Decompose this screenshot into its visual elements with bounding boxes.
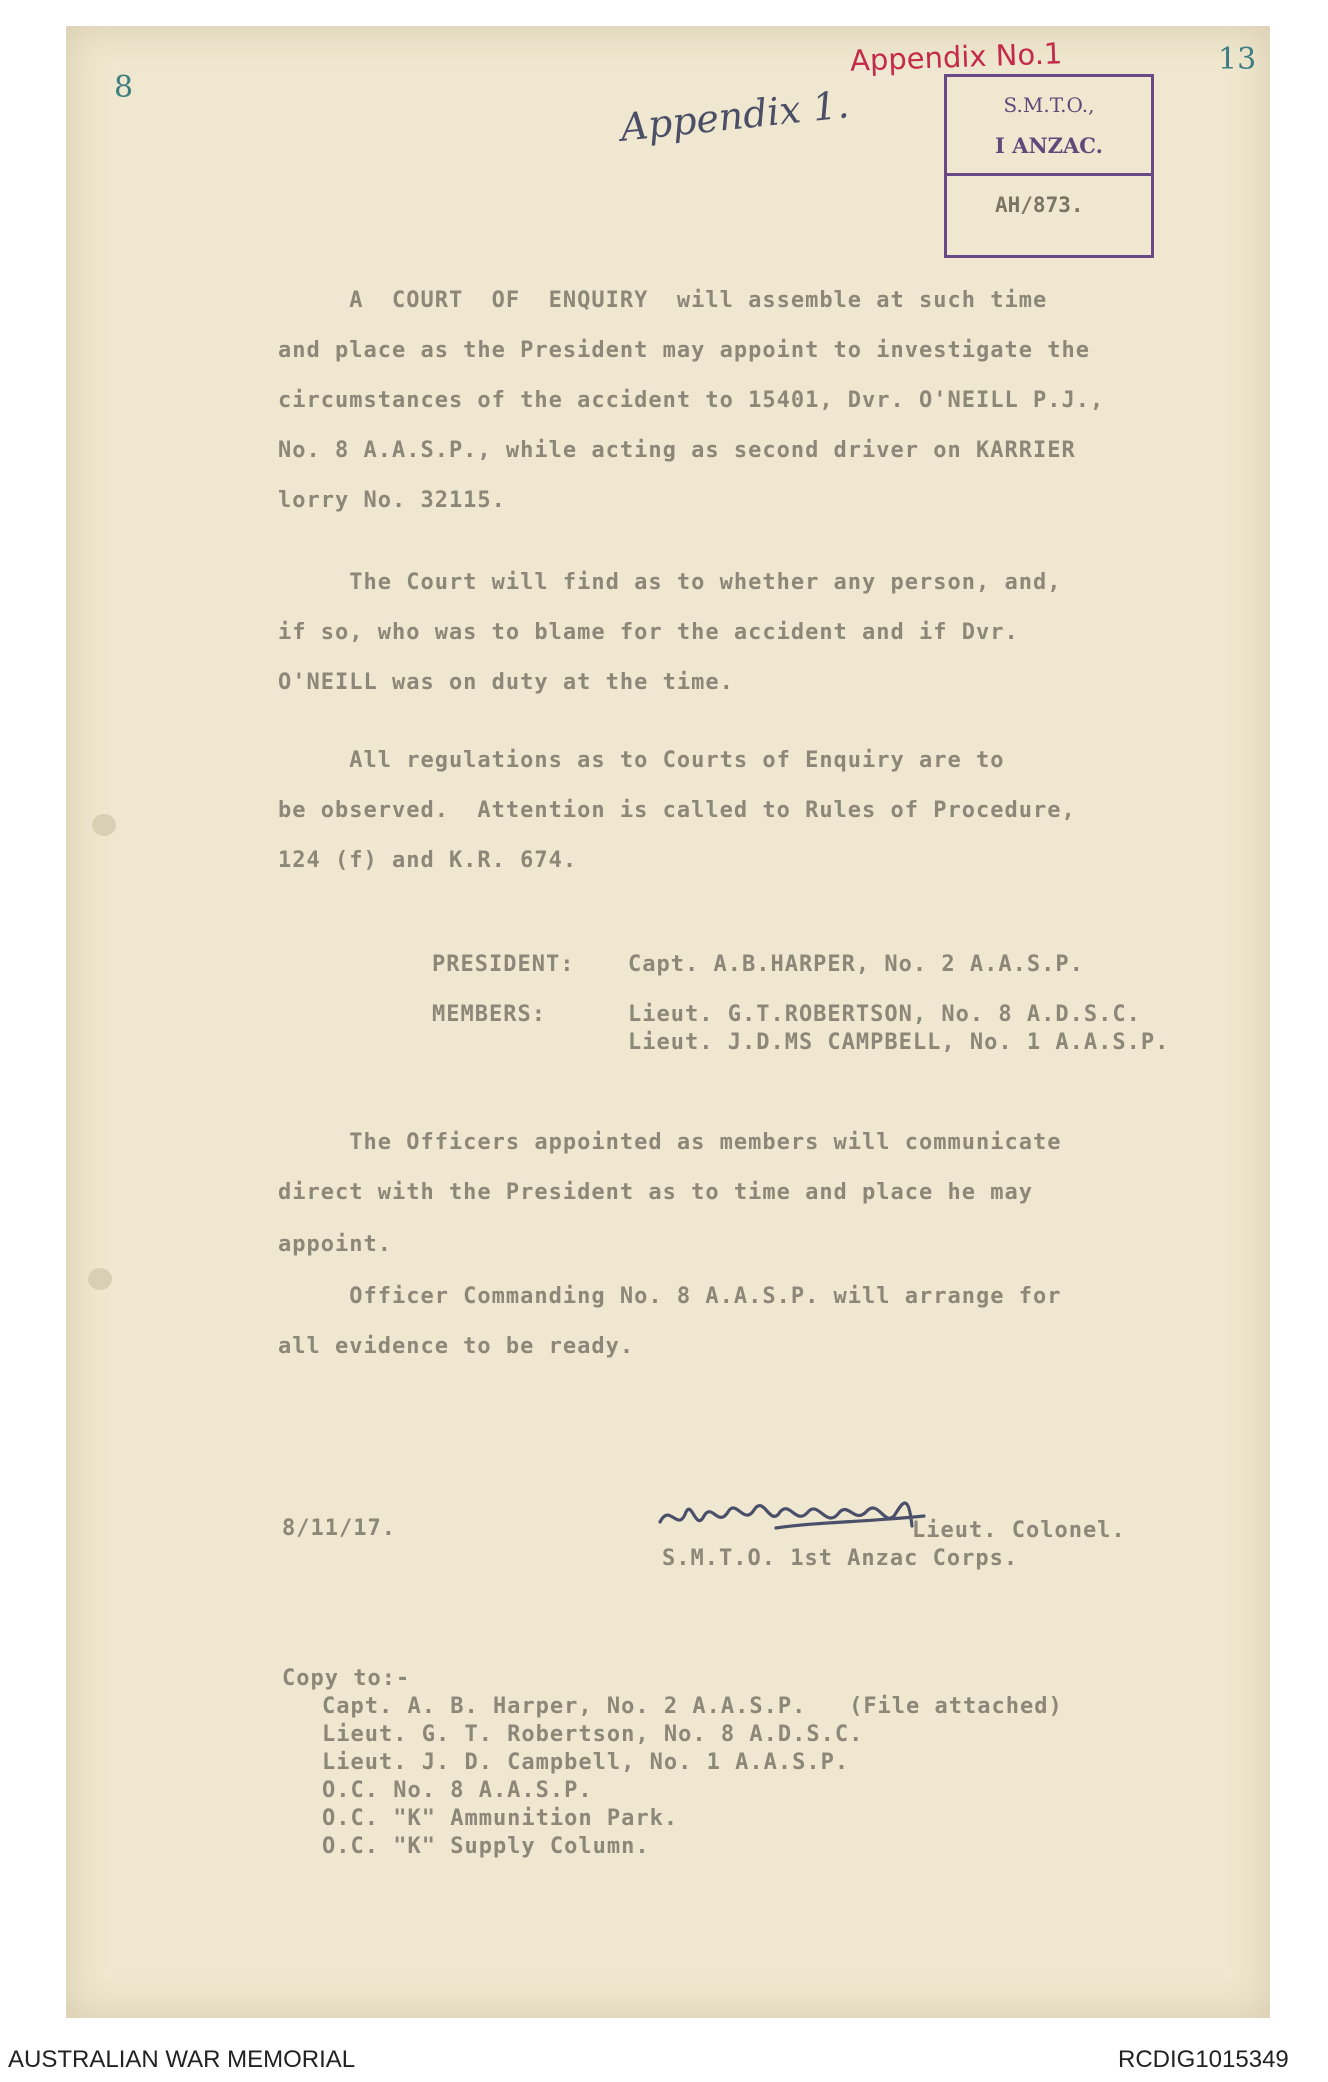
- para3-line3: 124 (f) and K.R. 674.: [278, 848, 578, 873]
- punch-hole-upper: [92, 814, 116, 836]
- copy-to-line-6: O.C. "K" Supply Column.: [322, 1834, 650, 1859]
- punch-hole-lower: [88, 1268, 112, 1290]
- para1-line3: circumstances of the accident to 15401, Dvr. O'NEILL P.J.,: [278, 388, 1105, 413]
- para1-line2: and place as the President may appoint to investigate the: [278, 338, 1090, 363]
- para2-line3: O'NEILL was on duty at the time.: [278, 670, 734, 695]
- stamp-reference: AH/873.: [995, 193, 1084, 217]
- appendix-label-red: Appendix No.1: [849, 36, 1063, 78]
- footer-record-id: RCDIG1015349: [1118, 2046, 1289, 2073]
- copy-to-line-5: O.C. "K" Ammunition Park.: [322, 1806, 679, 1831]
- members-label: MEMBERS:: [432, 1002, 546, 1027]
- smto-stamp: [944, 74, 1154, 258]
- para5-line2: all evidence to be ready.: [278, 1334, 635, 1359]
- signature-title: S.M.T.O. 1st Anzac Corps.: [662, 1546, 1019, 1571]
- copy-to-line-2: Lieut. G. T. Robertson, No. 8 A.D.S.C.: [322, 1722, 864, 1747]
- signature-rank: Lieut. Colonel.: [912, 1518, 1126, 1543]
- para4-line2: direct with the President as to time and place he may: [278, 1180, 1033, 1205]
- copy-to-line-3: Lieut. J. D. Campbell, No. 1 A.A.S.P.: [322, 1750, 850, 1775]
- copy-to-line-4: O.C. No. 8 A.A.S.P.: [322, 1778, 593, 1803]
- para3-line2: be observed. Attention is called to Rules of Procedure,: [278, 798, 1076, 823]
- para2-line1: The Court will find as to whether any person, and,: [278, 570, 1062, 595]
- footer-archive-name: AUSTRALIAN WAR MEMORIAL: [8, 2046, 356, 2073]
- handwritten-signature: [656, 1482, 946, 1542]
- para1-line1: A COURT OF ENQUIRY will assemble at such time: [278, 288, 1048, 313]
- president-value: Capt. A.B.HARPER, No. 2 A.A.S.P.: [628, 952, 1084, 977]
- president-label: PRESIDENT:: [432, 952, 575, 977]
- stamp-line2: I ANZAC.: [995, 133, 1103, 158]
- para1-line4: No. 8 A.A.S.P., while acting as second driver on KARRIER: [278, 438, 1076, 463]
- document-date: 8/11/17.: [282, 1516, 396, 1541]
- para4-line1: The Officers appointed as members will communicate: [278, 1130, 1062, 1155]
- para1-line5: lorry No. 32115.: [278, 488, 506, 513]
- page-number-left: 8: [114, 70, 134, 105]
- member-1: Lieut. G.T.ROBERTSON, No. 8 A.D.S.C.: [628, 1002, 1141, 1027]
- stamp-line1: S.M.T.O.,: [1003, 93, 1095, 117]
- para5-line1: Officer Commanding No. 8 A.A.S.P. will arrange for: [278, 1284, 1062, 1309]
- copy-to-line-1: Capt. A. B. Harper, No. 2 A.A.S.P. (File attached): [322, 1694, 1063, 1719]
- member-2: Lieut. J.D.MS CAMPBELL, No. 1 A.A.S.P.: [628, 1030, 1170, 1055]
- para4-line3: appoint.: [278, 1232, 392, 1257]
- para3-line1: All regulations as to Courts of Enquiry are to: [278, 748, 1005, 773]
- page-number-right: 13: [1218, 42, 1257, 77]
- copy-to-heading: Copy to:-: [282, 1666, 411, 1691]
- para2-line2: if so, who was to blame for the accident and if Dvr.: [278, 620, 1019, 645]
- appendix-handwritten-note: Appendix 1.: [618, 82, 851, 150]
- stamp-divider: [947, 173, 1151, 176]
